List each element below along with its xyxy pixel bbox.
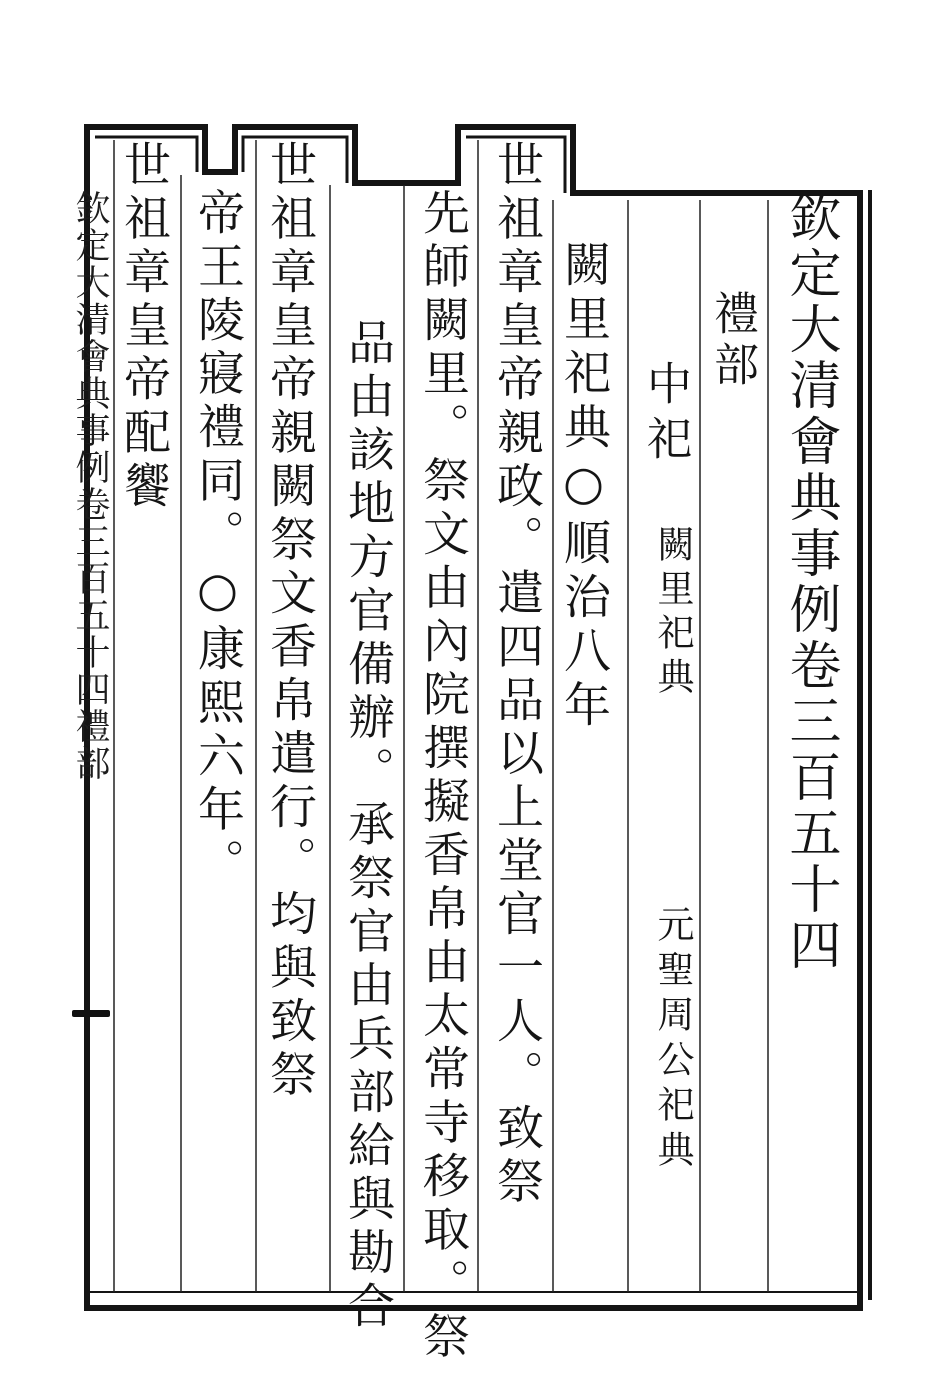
margin-running-title: 欽定大清會典事例卷三百五十四禮部 <box>70 190 110 782</box>
body-column: 世祖章皇帝親政。遣四品以上堂官一人。致祭 <box>489 140 544 1210</box>
body-column: 闕里祀典○順治八年 <box>556 240 611 734</box>
section-subtitle-2: 元聖周公祀典 <box>651 905 694 1175</box>
body-column: 世祖章皇帝配饗 <box>116 140 171 515</box>
department-heading: 禮部 <box>706 290 759 392</box>
section-heading: 中祀 <box>639 360 692 470</box>
body-column: 先師闕里。祭文由內院撰擬香帛由太常寺移取。祭 <box>415 188 470 1365</box>
section-subtitle-1: 闕里祀典 <box>651 525 694 701</box>
body-column: 帝王陵寢禮同。○康熙六年。 <box>190 188 245 892</box>
body-column: 品由該地方官備辦。承祭官由兵部給與勘合 <box>340 318 395 1335</box>
volume-title: 欽定大清會典事例卷三百五十四 <box>780 190 840 974</box>
folio-number <box>72 1010 110 1017</box>
body-column: 世祖章皇帝親闕祭文香帛遣行。均與致祭 <box>262 140 317 1103</box>
